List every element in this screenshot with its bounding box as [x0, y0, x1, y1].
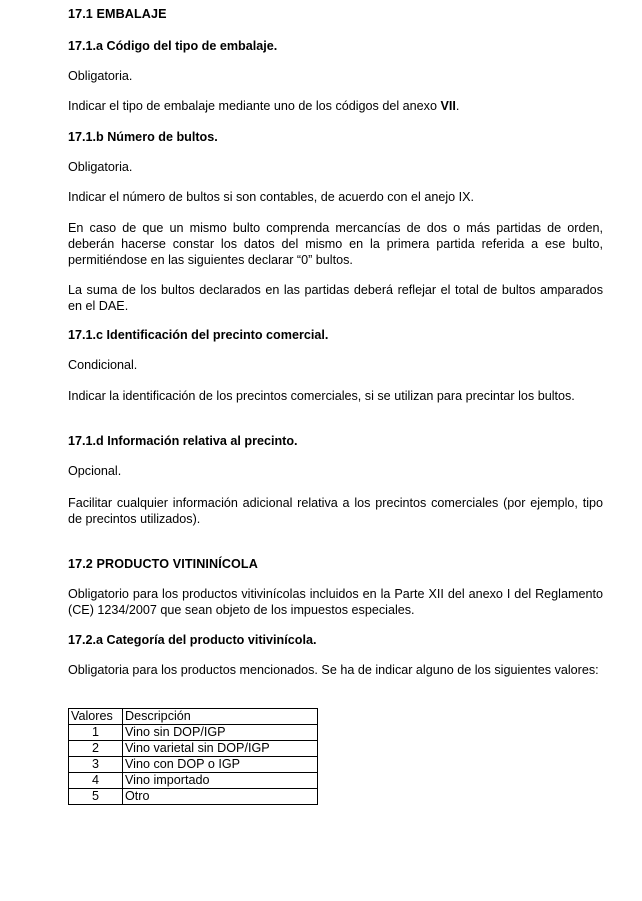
table-row	[69, 725, 318, 741]
paragraph-17-1-c: Indicar la identificación de los precintos comerciales, si se utilizan para precintar los bultos.	[68, 389, 575, 403]
section-heading-17-2: 17.2 PRODUCTO VITININÍCOLA	[68, 557, 258, 571]
table-cell-description: Vino varietal sin DOP/IGP	[123, 741, 318, 757]
paragraph-17-1-b-3: La suma de los bultos declarados en las partidas deberá reflejar el total de bultos amparados en el DAE.	[68, 283, 603, 313]
table-row	[69, 789, 318, 805]
table-cell-value: 5	[69, 789, 123, 805]
section-heading-17-1: 17.1 EMBALAJE	[68, 7, 167, 21]
table-row	[69, 741, 318, 757]
subsection-heading-17-1-b: 17.1.b Número de bultos.	[68, 130, 218, 144]
subsection-heading-17-1-c: 17.1.c Identificación del precinto comercial.	[68, 328, 329, 342]
values-table	[68, 708, 318, 805]
requirement-17-1-b: Obligatoria.	[68, 160, 133, 174]
table-cell-value: 4	[69, 773, 123, 789]
column-header-valores: Valores	[69, 709, 123, 725]
table-cell-description: Otro	[123, 789, 318, 805]
table-cell-value: 1	[69, 725, 123, 741]
table-row	[69, 773, 318, 789]
subsection-heading-17-1-a: 17.1.a Código del tipo de embalaje.	[68, 39, 278, 53]
requirement-17-1-c: Condicional.	[68, 358, 138, 372]
table-cell-description: Vino sin DOP/IGP	[123, 725, 318, 741]
requirement-17-1-d: Opcional.	[68, 464, 122, 478]
paragraph-17-1-a	[68, 98, 603, 114]
annex-reference: VII	[440, 99, 456, 113]
paragraph-17-1-b-2: En caso de que un mismo bulto comprenda mercancías de dos o más partidas de orden, deberán hacerse constar los datos del mismo en la primera partida referida a ese bulto, permitiéndose en las siguientes declarar “0” bultos.	[68, 221, 603, 267]
paragraph-17-1-b-1: Indicar el número de bultos si son contables, de acuerdo con el anejo IX.	[68, 190, 475, 204]
paragraph-text-end: .	[455, 99, 460, 113]
table-header-row	[69, 709, 318, 725]
table-row	[69, 757, 318, 773]
requirement-17-1-a: Obligatoria.	[68, 69, 133, 83]
table-cell-value: 3	[69, 757, 123, 773]
paragraph-17-2: Obligatorio para los productos vitivinícolas incluidos en la Parte XII del anexo I del Reglamento (CE) 1234/2007 que sean objeto de los impuestos especiales.	[68, 587, 603, 617]
paragraph-text: Indicar el tipo de embalaje mediante uno de los códigos del anexo	[68, 99, 441, 113]
table-cell-description: Vino importado	[123, 773, 318, 789]
table-cell-value: 2	[69, 741, 123, 757]
paragraph-17-1-d: Facilitar cualquier información adicional relativa a los precintos comerciales (por ejemplo, tipo de precintos utilizados).	[68, 496, 603, 526]
subsection-heading-17-1-d: 17.1.d Información relativa al precinto.	[68, 434, 298, 448]
paragraph-17-2-a: Obligatoria para los productos mencionados. Se ha de indicar alguno de los siguientes valores:	[68, 663, 599, 677]
column-header-descripcion: Descripción	[123, 709, 318, 725]
table-cell-description: Vino con DOP o IGP	[123, 757, 318, 773]
subsection-heading-17-2-a: 17.2.a Categoría del producto vitivinícola.	[68, 633, 317, 647]
